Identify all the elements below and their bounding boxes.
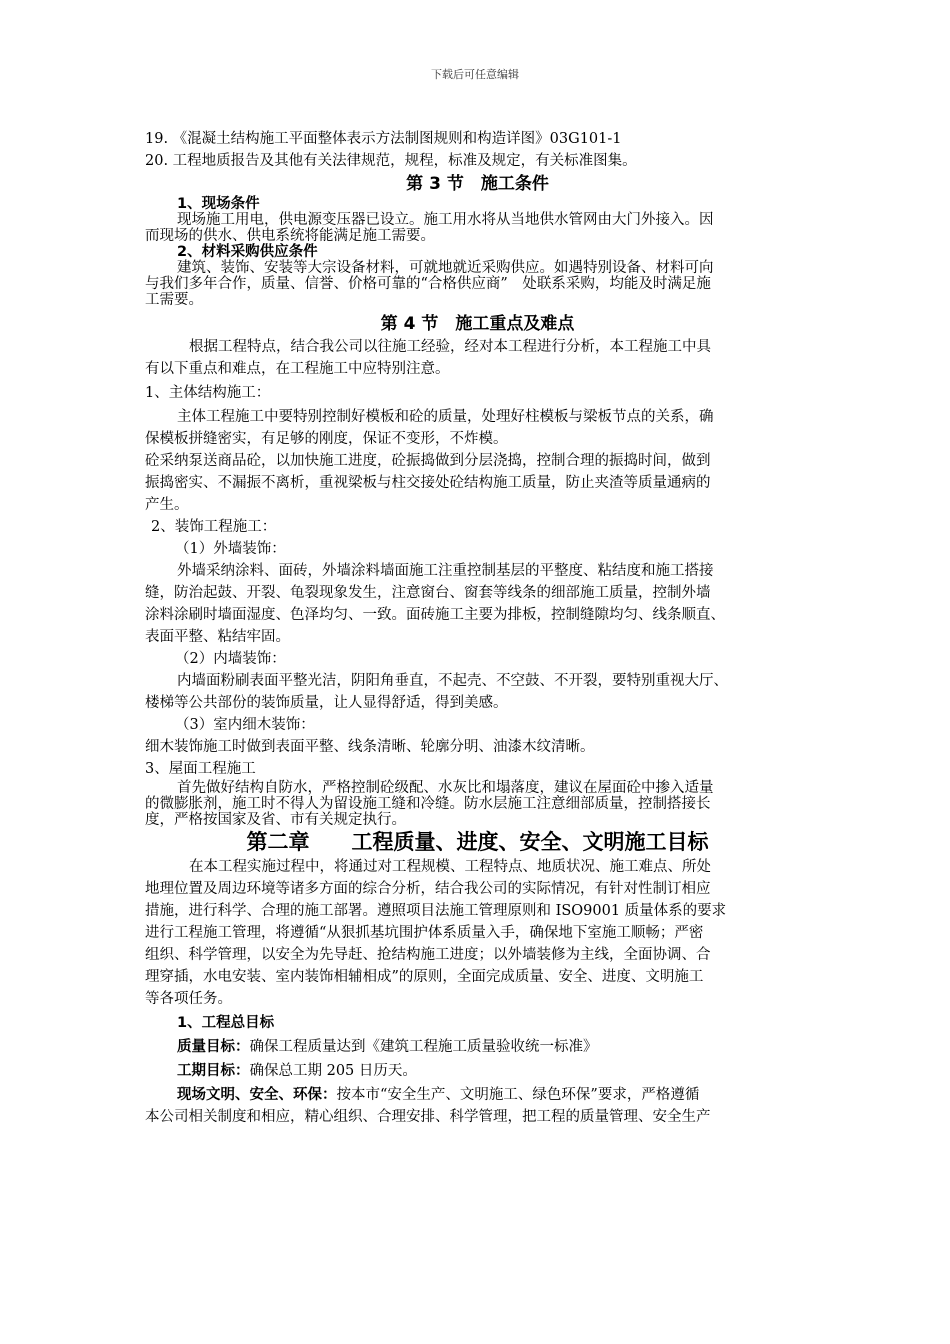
paragraph-line: 主体工程施工中要特别控制好模板和砼的质量，处理好柱模板与梁板节点的关系，确 bbox=[177, 409, 714, 425]
paragraph-line: 建筑、装饰、安装等大宗设备材料，可就地就近采购供应。如遇特别设备、材料可向 bbox=[177, 260, 714, 276]
paragraph-line: 度，严格按国家及省、市有关规定执行。 bbox=[145, 812, 406, 828]
paragraph-line: 等各项任务。 bbox=[145, 991, 232, 1007]
schedule-goal bbox=[145, 1060, 810, 1082]
paragraph-line: 而现场的供水、供电系统将能满足施工需要。 bbox=[145, 228, 435, 244]
main-structure-heading: 1、主体结构施工： bbox=[145, 385, 271, 401]
paragraph-line: 在本工程实施过程中，将通过对工程规模、工程特点、地质状况、施工难点、所处 bbox=[189, 859, 711, 875]
paragraph-line: 工需要。 bbox=[145, 292, 203, 308]
paragraph-line: 振捣密实、不漏振不离析，重视梁板与柱交接处砼结构施工质量，防止夹渣等质量通病的 bbox=[145, 475, 711, 491]
paragraph-line: 有以下重点和难点，在工程施工中应特别注意。 bbox=[145, 361, 450, 377]
site-conditions-heading: 1、现场条件 bbox=[177, 196, 260, 212]
document-body bbox=[145, 128, 810, 1128]
paragraph-line: 产生。 bbox=[145, 497, 189, 513]
quality-goal bbox=[145, 1036, 810, 1058]
interior-wall-heading: （2）内墙装饰： bbox=[175, 651, 286, 667]
paragraph-line: 与我们多年合作，质量、信誉、价格可靠的“合格供应商” 处联系采购，均能及时满足施 bbox=[145, 276, 711, 292]
paragraph-line: 首先做好结构自防水，严格控制砼级配、水灰比和塌落度，建议在屋面砼中掺入适量 bbox=[177, 780, 714, 796]
roofing-heading: 3、屋面工程施工 bbox=[145, 761, 256, 777]
decoration-heading: 2、装饰工程施工： bbox=[151, 519, 277, 535]
paragraph-line: 理穿插，水电安装、室内装饰相辅相成”的原则，全面完成质量、安全、进度、文明施工 bbox=[145, 969, 704, 985]
paragraph-line: 本公司相关制度和相应，精心组织、合理安排、科学管理，把工程的质量管理、安全生产 bbox=[145, 1109, 711, 1125]
paragraph-line: 外墙采纳涂料、面砖，外墙涂料墙面施工注重控制基层的平整度、粘结度和施工搭接 bbox=[177, 563, 714, 579]
paragraph-line: 保模板拼缝密实，有足够的刚度，保证不变形，不炸模。 bbox=[145, 431, 508, 447]
paragraph-line: 措施，进行科学、合理的施工部署。遵照项目法施工管理原则和 ISO9001 质量体系的要求 bbox=[145, 903, 727, 919]
paragraph-line: 内墙面粉刷表面平整光洁，阴阳角垂直，不起壳、不空鼓、不开裂，要特别重视大厅、 bbox=[177, 673, 728, 689]
page-header: 下载后可任意编辑 bbox=[431, 68, 519, 81]
overall-goal-heading: 1、工程总目标 bbox=[177, 1015, 275, 1031]
paragraph-line: 砼采纳泵送商品砼，以加快施工进度，砼振捣做到分层浇捣，控制合理的振捣时间，做到 bbox=[145, 453, 711, 469]
schedule-goal-label: 工期目标： bbox=[177, 1062, 250, 1079]
section-3-title: 第 3 节 施工条件 bbox=[406, 174, 549, 194]
paragraph-line: 根据工程特点，结合我公司以往施工经验，经对本工程进行分析，本工程施工中具 bbox=[189, 339, 711, 355]
paragraph-line: 现场施工用电，供电源变压器已设立。施工用水将从当地供水管网由大门外接入。因 bbox=[177, 212, 714, 228]
paragraph-line: 涂料涂刷时墙面湿度、色泽均匀、一致。面砖施工主要为排板，控制缝隙均匀、线条顺直、 bbox=[145, 607, 725, 623]
chapter-2-title: 第二章 工程质量、进度、安全、文明施工目标 bbox=[246, 830, 709, 854]
quality-goal-text: 确保工程质量达到《建筑工程施工质量验收统一标准》 bbox=[249, 1039, 598, 1055]
paragraph-line: 缝，防治起鼓、开裂、龟裂现象发生，注意窗台、窗套等线条的细部施工质量，控制外墙 bbox=[145, 585, 711, 601]
site-safety-label: 现场文明、安全、环保： bbox=[177, 1086, 337, 1103]
material-supply-heading: 2、材料采购供应条件 bbox=[177, 244, 318, 260]
reference-item: 19. 《混凝土结构施工平面整体表示方法制图规则和构造详图》03G101-1 bbox=[145, 131, 622, 147]
paragraph-line: 细木装饰施工时做到表面平整、线条清晰、轮廓分明、油漆木纹清晰。 bbox=[145, 739, 595, 755]
quality-goal-label: 质量目标： bbox=[177, 1038, 250, 1055]
paragraph-line: 进行工程施工管理，将遵循“从狠抓基坑围护体系质量入手，确保地下室施工顺畅；严密 bbox=[145, 925, 704, 941]
exterior-wall-heading: （1）外墙装饰： bbox=[175, 541, 286, 557]
reference-item: 20. 工程地质报告及其他有关法律规范，规程，标准及规定，有关标准图集。 bbox=[145, 153, 637, 169]
paragraph-line: 组织、科学管理，以安全为先导赶、抢结构施工进度；以外墙装修为主线，全面协调、合 bbox=[145, 947, 711, 963]
section-4-title: 第 4 节 施工重点及难点 bbox=[380, 314, 575, 334]
woodwork-heading: （3）室内细木装饰： bbox=[175, 717, 315, 733]
site-safety-goal bbox=[145, 1084, 810, 1106]
paragraph-line: 楼梯等公共部份的装饰质量，让人显得舒适，得到美感。 bbox=[145, 695, 508, 711]
site-safety-text: 按本市“安全生产、文明施工、绿色环保”要求，严格遵循 bbox=[336, 1087, 700, 1103]
paragraph-line: 地理位置及周边环境等诸多方面的综合分析，结合我公司的实际情况，有针对性制订相应 bbox=[145, 881, 711, 897]
paragraph-line: 的微膨胀剂，施工时不得人为留设施工缝和冷缝。防水层施工注意细部质量，控制搭接长 bbox=[145, 796, 711, 812]
paragraph-line: 表面平整、粘结牢固。 bbox=[145, 629, 290, 645]
schedule-goal-text: 确保总工期 205 日历天。 bbox=[249, 1063, 417, 1079]
